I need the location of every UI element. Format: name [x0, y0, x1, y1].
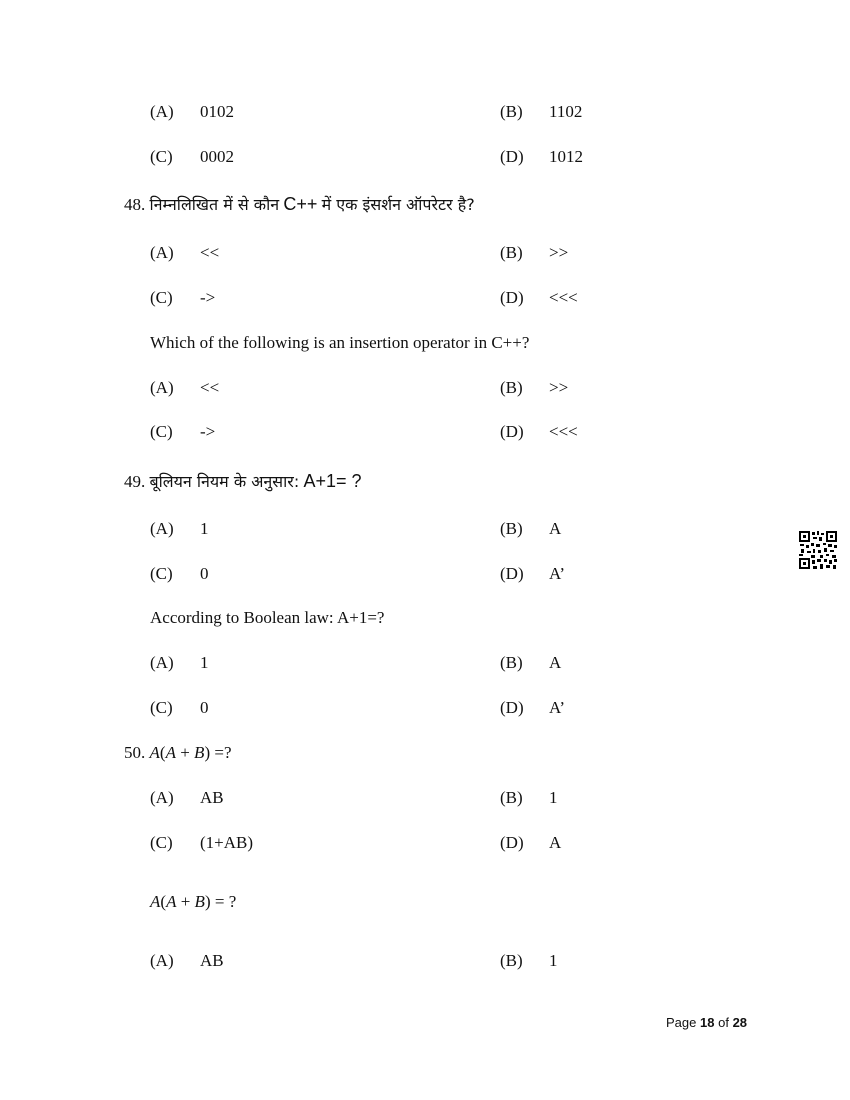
q50-expr-b: A: [165, 743, 176, 762]
q49-question-hindi: [124, 470, 362, 492]
q49-hi-option-d-text: A’: [549, 564, 566, 583]
q47-option-d-label: (D): [500, 147, 524, 166]
q49-en-option-b-label: (B): [500, 653, 523, 672]
page-of-word: of: [718, 1015, 729, 1030]
q48-number: 48.: [124, 195, 146, 214]
q49-question-english: According to Boolean law: A+1=?: [150, 608, 385, 627]
q49-hindi-text: बूलियन नियम के अनुसार:: [149, 472, 300, 491]
q50-option-a-text: AB: [200, 788, 224, 807]
q49-hi-option-c-label: (C): [150, 564, 173, 583]
q50-expr-close: ): [204, 743, 211, 762]
q50-expr2-b: A: [166, 892, 177, 911]
q47-option-b-label: (B): [500, 102, 523, 121]
q50-expr2-a: A: [150, 892, 161, 911]
q47-option-c-label: (C): [150, 147, 173, 166]
q48-hi-option-a-label: (A): [150, 243, 174, 262]
q48-question-english: Which of the following is an insertion operator in C++?: [150, 333, 530, 352]
q48-hindi-term: C++: [283, 194, 318, 214]
q50-expr-open: (: [159, 743, 166, 762]
q50-expr-eq: =?: [210, 743, 232, 762]
q47-option-a-text: 0102: [200, 102, 234, 121]
q49-en-option-c-text: 0: [200, 698, 209, 717]
q47-option-a-label: (A): [150, 102, 174, 121]
q48-hi-option-b-text: >>: [549, 243, 569, 262]
q50-expr2-open: (: [160, 892, 167, 911]
q50-option-c-text: (1+AB): [200, 833, 254, 852]
q48-hi-option-d-label: (D): [500, 288, 524, 307]
q49-hi-option-c-text: 0: [200, 564, 209, 583]
q50-option-d-label: (D): [500, 833, 524, 852]
q48-en-option-c-label: (C): [150, 422, 173, 441]
q48-en-option-b-label: (B): [500, 378, 523, 397]
page-number: [666, 1015, 747, 1030]
q48-hindi-rest: में एक इंसर्शन ऑपरेटर है?: [321, 195, 475, 214]
q49-en-option-c-label: (C): [150, 698, 173, 717]
q50-expr-c: B: [194, 743, 205, 762]
q49-en-option-a-label: (A): [150, 653, 174, 672]
q49-hi-option-a-label: (A): [150, 519, 174, 538]
q50-expr-a: A: [149, 743, 160, 762]
q49-en-option-d-label: (D): [500, 698, 524, 717]
q47-option-b-text: 1102: [549, 102, 583, 121]
q50-expr-plus: +: [175, 743, 195, 762]
q48-en-option-a-text: <<: [200, 378, 220, 397]
q50-option-c-label: (C): [150, 833, 173, 852]
q49-hi-option-b-label: (B): [500, 519, 523, 538]
page-total: 28: [732, 1015, 748, 1030]
q49-hi-option-a-text: 1: [200, 519, 209, 538]
q48-hindi-text: निम्नलिखित में से कौन: [149, 195, 280, 214]
page-current: 18: [700, 1015, 715, 1030]
q48-hi-option-b-label: (B): [500, 243, 523, 262]
q47-option-d-text: 1012: [549, 147, 583, 166]
page-word: Page: [666, 1015, 697, 1030]
q50-repeat-option-a-label: (A): [150, 951, 174, 970]
q50-expr2-plus: +: [176, 892, 195, 911]
qr-code-icon: [798, 530, 838, 570]
q50-repeat-option-b-text: 1: [549, 951, 558, 970]
q48-question-hindi: [124, 193, 475, 215]
q49-hi-option-d-label: (D): [500, 564, 524, 583]
q49-hindi-expr: A+1= ?: [303, 471, 362, 491]
q50-expression-repeat: [150, 892, 236, 912]
q50-repeat-option-b-label: (B): [500, 951, 523, 970]
q49-en-option-a-text: 1: [200, 653, 209, 672]
q48-en-option-d-text: <<<: [549, 422, 578, 441]
q48-hi-option-a-text: <<: [200, 243, 220, 262]
q50-expression: [150, 743, 232, 762]
q50-option-d-text: A: [549, 833, 562, 852]
q48-hi-option-d-text: <<<: [549, 288, 578, 307]
q50-question: [124, 743, 232, 763]
q50-expr2-c: B: [194, 892, 205, 911]
q48-en-option-c-text: ->: [200, 422, 216, 441]
q49-en-option-d-text: A’: [549, 698, 566, 717]
q48-en-option-a-label: (A): [150, 378, 174, 397]
q50-option-a-label: (A): [150, 788, 174, 807]
q49-hi-option-b-text: A: [549, 519, 562, 538]
q47-option-c-text: 0002: [200, 147, 234, 166]
q50-option-b-label: (B): [500, 788, 523, 807]
q49-number: 49.: [124, 472, 146, 491]
q48-en-option-d-label: (D): [500, 422, 524, 441]
q48-hi-option-c-text: ->: [200, 288, 216, 307]
q48-hi-option-c-label: (C): [150, 288, 173, 307]
q50-repeat-option-a-text: AB: [200, 951, 224, 970]
q49-en-option-b-text: A: [549, 653, 562, 672]
q50-expr2-eq: = ?: [210, 892, 237, 911]
q50-number: 50.: [124, 743, 146, 762]
q50-expr2-close: ): [204, 892, 211, 911]
q48-en-option-b-text: >>: [549, 378, 569, 397]
q50-option-b-text: 1: [549, 788, 558, 807]
